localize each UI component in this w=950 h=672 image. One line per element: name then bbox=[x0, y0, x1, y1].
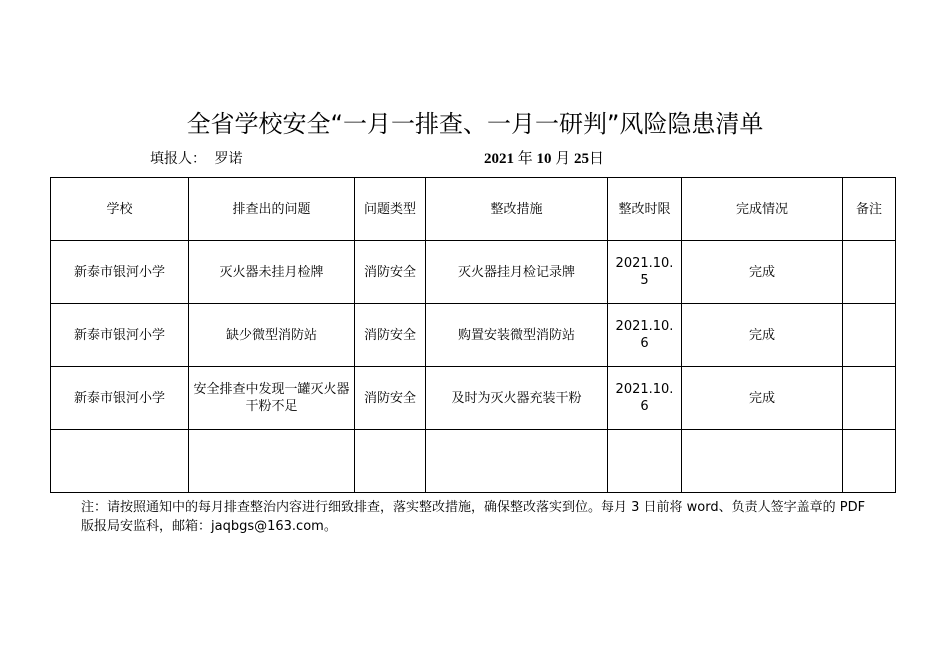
cell-remark bbox=[843, 304, 896, 367]
header-remark: 备注 bbox=[843, 178, 896, 241]
cell-school: 新泰市银河小学 bbox=[51, 241, 189, 304]
cell-deadline: 2021.10.6 bbox=[608, 367, 682, 430]
filler-label: 填报人： bbox=[150, 151, 206, 167]
filler-name: 罗诺 bbox=[214, 151, 243, 167]
cell-deadline: 2021.10.5 bbox=[608, 241, 682, 304]
cell-issue bbox=[189, 430, 355, 493]
table-row bbox=[51, 241, 896, 304]
cell-remark bbox=[843, 241, 896, 304]
header-measure: 整改措施 bbox=[426, 178, 608, 241]
cell-school bbox=[51, 430, 189, 493]
report-date bbox=[484, 150, 604, 168]
cell-status: 完成 bbox=[682, 241, 843, 304]
table-row bbox=[51, 367, 896, 430]
document-title: 全省学校安全“一月一排查、一月一研判”风险隐患清单 bbox=[186, 110, 764, 138]
cell-type: 消防安全 bbox=[355, 304, 426, 367]
cell-school: 新泰市银河小学 bbox=[51, 367, 189, 430]
cell-measure: 购置安装微型消防站 bbox=[426, 304, 608, 367]
table-row bbox=[51, 304, 896, 367]
cell-remark bbox=[843, 430, 896, 493]
header-issue: 排查出的问题 bbox=[189, 178, 355, 241]
date-month-unit: 月 bbox=[555, 151, 571, 167]
cell-type: 消防安全 bbox=[355, 241, 426, 304]
table-header-row bbox=[51, 178, 896, 241]
cell-status bbox=[682, 430, 843, 493]
cell-measure: 灭火器挂月检记录牌 bbox=[426, 241, 608, 304]
cell-remark bbox=[843, 367, 896, 430]
header-deadline: 整改时限 bbox=[608, 178, 682, 241]
date-month: 10 bbox=[536, 151, 552, 167]
table-row-empty bbox=[51, 430, 896, 493]
cell-status: 完成 bbox=[682, 367, 843, 430]
cell-type: 消防安全 bbox=[355, 367, 426, 430]
cell-deadline: 2021.10.6 bbox=[608, 304, 682, 367]
footnote: 注：请按照通知中的每月排查整治内容进行细致排查，落实整改措施，确保整改落实到位。每月 3 日前将 word、负责人签字盖章的 PDF 版报局安监科，邮箱：jaqbgs@163.com。 bbox=[81, 500, 866, 534]
header-status: 完成情况 bbox=[682, 178, 843, 241]
header-school: 学校 bbox=[51, 178, 189, 241]
header-type: 问题类型 bbox=[355, 178, 426, 241]
cell-measure bbox=[426, 430, 608, 493]
cell-status: 完成 bbox=[682, 304, 843, 367]
date-year: 2021 bbox=[484, 151, 514, 167]
date-day: 25 bbox=[574, 151, 590, 167]
cell-issue: 灭火器未挂月检牌 bbox=[189, 241, 355, 304]
date-year-unit: 年 bbox=[517, 151, 533, 167]
cell-issue: 安全排查中发现一罐灭火器干粉不足 bbox=[189, 367, 355, 430]
date-day-unit: 日 bbox=[589, 151, 605, 167]
cell-type bbox=[355, 430, 426, 493]
cell-measure: 及时为灭火器充装干粉 bbox=[426, 367, 608, 430]
cell-school: 新泰市银河小学 bbox=[51, 304, 189, 367]
risk-table bbox=[50, 177, 896, 493]
cell-issue: 缺少微型消防站 bbox=[189, 304, 355, 367]
filler-line bbox=[150, 150, 242, 168]
cell-deadline bbox=[608, 430, 682, 493]
